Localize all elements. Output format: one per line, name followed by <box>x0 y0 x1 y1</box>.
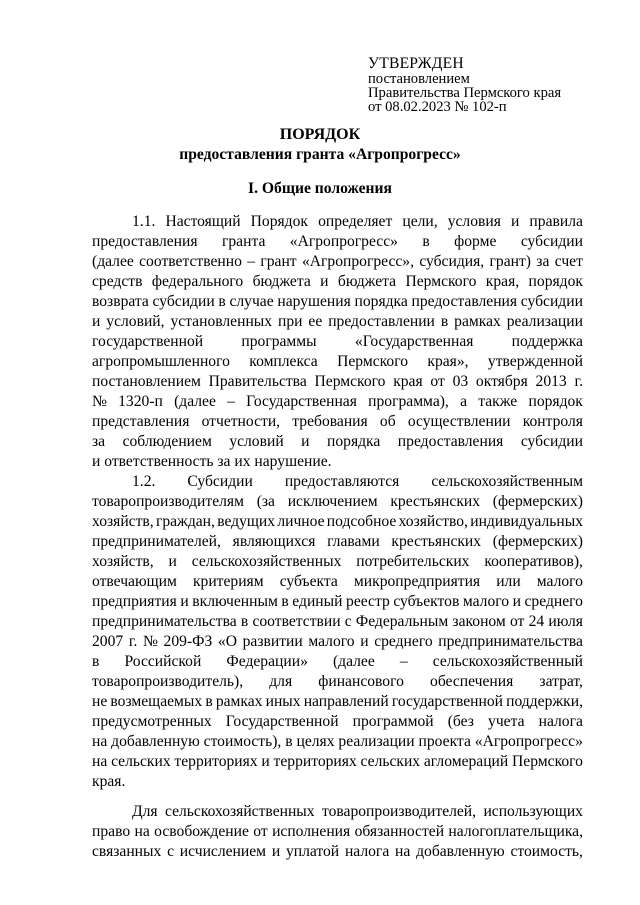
paragraph-1-1 <box>92 212 583 472</box>
approval-line-2: Правительства Пермского края <box>368 85 562 101</box>
text-line: и условий, установленных при ее предоставлении в рамках реализации <box>92 313 583 330</box>
text-line: 2007 г. № 209-ФЗ «О развитии малого и среднего предпринимательства <box>92 633 583 650</box>
text-line: хозяйств, и сельскохозяйственных потребительских кооперативов), <box>92 553 583 570</box>
document-subtitle: предоставления гранта «Агропрогресс» <box>179 146 461 163</box>
text-line: агропромышленного комплекса Пермского края», утвержденной <box>92 353 583 370</box>
text-line: на сельских территориях и территориях сельских агломераций Пермского <box>92 753 583 770</box>
text-line: постановлением Правительства Пермского края от 03 октября 2013 г. <box>92 373 583 390</box>
text-line: средств федерального бюджета и бюджета Пермского края, порядок <box>92 273 583 290</box>
approval-line-3: от 08.02.2023 № 102-п <box>368 99 507 115</box>
section-heading: I. Общие положения <box>248 180 392 197</box>
text-line: государственной программы «Государственная поддержка <box>92 333 583 350</box>
document-body <box>92 212 583 862</box>
text-line: связанных с исчислением и уплатой налога на добавленную стоимость, <box>92 843 583 860</box>
text-line: (далее соответственно – грант «Агропрогресс», субсидия, грант) за счет <box>92 253 583 270</box>
text-line: право на освобождение от исполнения обязанностей налогоплательщика, <box>92 823 583 840</box>
text-line: предусмотренных Государственной программой (без учета налога <box>92 713 583 730</box>
text-line: предприятия и включенным в единый реестр субъектов малого и среднего <box>92 593 583 610</box>
text-line: представления отчетности, требования об осуществлении контроля <box>92 413 583 430</box>
text-line: № 1320-п (далее – Государственная программа), а также порядок <box>92 393 583 410</box>
text-line: Для сельскохозяйственных товаропроизводителей, использующих <box>132 803 583 820</box>
text-line: не возмещаемых в рамках иных направлений государственной поддержки, <box>92 693 583 710</box>
text-line: и ответственность за их нарушение. <box>92 453 332 470</box>
text-line: товаропроизводитель), для финансового обеспечения затрат, <box>92 673 583 690</box>
text-line: хозяйств, граждан, ведущих личное подсобное хозяйство, индивидуальных <box>92 513 583 530</box>
text-line: предпринимателей, являющихся главами крестьянских (фермерских) <box>92 533 583 550</box>
approval-line-1: постановлением <box>368 71 470 87</box>
paragraph-vat-note <box>92 802 583 862</box>
text-line: в Российской Федерации» (далее – сельскохозяйственный <box>92 653 583 670</box>
text-line: возврата субсидии в случае нарушения порядка предоставления субсидии <box>92 293 583 310</box>
text-line: края. <box>92 773 126 790</box>
text-line: предоставления гранта «Агропрогресс» в форме субсидии <box>92 233 583 250</box>
document-title: ПОРЯДОК <box>279 126 361 143</box>
text-line: за соблюдением условий и порядка предоставления субсидии <box>92 433 583 450</box>
paragraph-1-2 <box>92 472 583 792</box>
text-line: предпринимательства в соответствии с Федеральным законом от 24 июля <box>92 613 583 630</box>
text-line: товаропроизводителям (за исключением крестьянских (фермерских) <box>92 493 583 510</box>
text-line: 1.1. Настоящий Порядок определяет цели, условия и правила <box>132 213 583 230</box>
text-line: на добавленную стоимость), в целях реализации проекта «Агропрогресс» <box>92 733 583 750</box>
text-line: отвечающим критериям субъекта микропредприятия или малого <box>92 573 583 590</box>
text-line: 1.2. Субсидии предоставляются сельскохозяйственным <box>132 473 583 490</box>
approval-block <box>368 56 561 114</box>
approval-stamp: УТВЕРЖДЕН <box>368 55 464 72</box>
